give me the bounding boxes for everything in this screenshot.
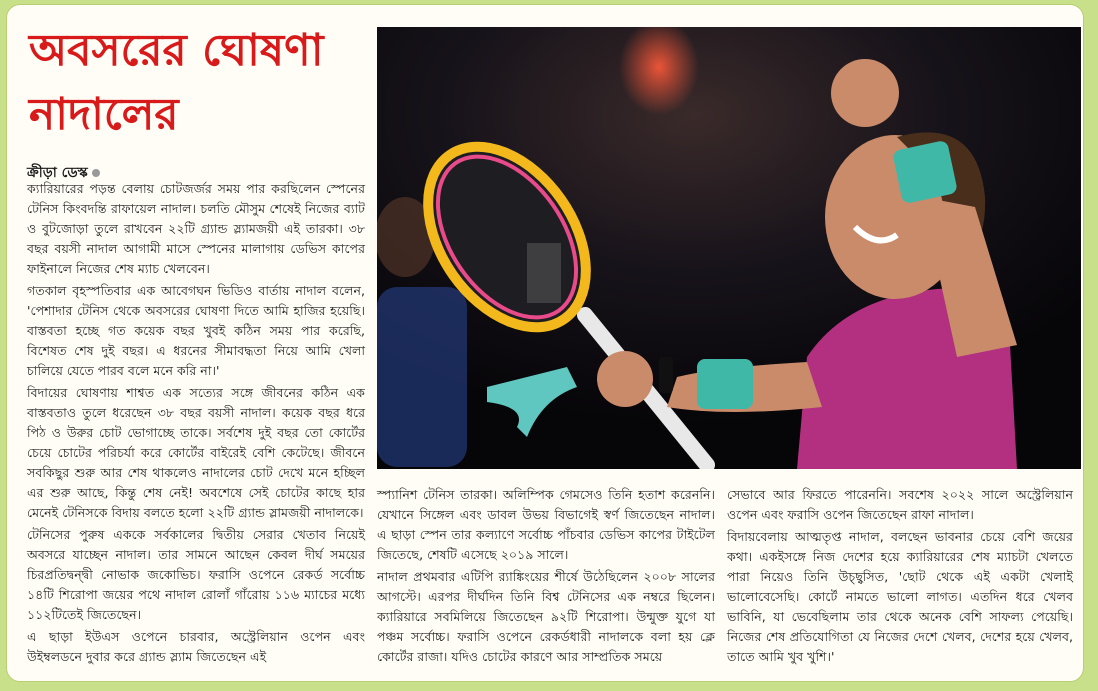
- headline: অবসরের ঘোষণা নাদালের: [29, 25, 324, 140]
- paragraph: সেভাবে আর ফিরতে পারেননি। সবশেষ ২০২২ সালে অস্ট্রেলিয়ান ওপেন এবং ফরাসি ওপেন জিতেছেন রাফা নাদাল।: [727, 487, 1073, 522]
- player-fist-left: [597, 351, 653, 407]
- paragraph: ক্যারিয়ারের পড়ন্ত বেলায় চোটজর্জর সময় পার করছিলেন স্পেনের টেনিস কিংবদন্তি রাফায়েল নাদাল। চলতি মৌসুম শেষেই নিজের ব্যাট ও বুটজোড়া তুলে রাখবেন ২২টি গ্র্যান্ড স্ল্যামজয়ী এই তারকা। ৩৮ বছর বয়সী নাদাল আগামী মাসে স্পেনের মালাগায় ডেভিস কাপের ফাইনালে নিজের শেষ ম্যাচ খেলবেন।: [27, 181, 365, 276]
- article-column-1: [27, 179, 365, 669]
- article-column-3: [727, 485, 1073, 669]
- spectator-body: [377, 287, 467, 467]
- article-column-2: [377, 485, 715, 669]
- paragraph: নাদাল প্রথমবার এটিপি র‍্যাঙ্কিংয়ের শীর্ষে উঠেছিলেন ২০০৮ সালের আগস্টে। এরপর দীর্ঘদিন তিনি বিশ্ব টেনিসের এক নম্বরে ছিলেন। ক্যারিয়ারে সবমিলিয়ে জিতেছেন ৯২টি শিরোপা। উন্মুক্ত যুগে যা পঞ্চম সর্বোচ্চ। ফরাসি ওপেনে রেকর্ডধারী নাদালকে বলা হয় ক্লে কোর্টের রাজা। যদিও চোটের কারণে আর সাম্প্রতিক সময়ে: [377, 569, 715, 664]
- paragraph: এ ছাড়া ইউএস ওপেনে চারবার, অস্ট্রেলিয়ান ওপেন এবং উইম্বলডনে দুবার করে গ্র্যান্ড স্ল্যাম জিতেছেন এই: [27, 629, 365, 664]
- bullet-icon: [92, 169, 100, 177]
- watch-icon: [659, 357, 673, 393]
- tennis-player-celebration-photo: [377, 27, 1081, 469]
- wristband-right-icon: [892, 140, 958, 204]
- byline-text: ক্রীড়া ডেস্ক: [27, 165, 88, 181]
- paragraph: বিদায়ের ঘোষণায় শাশ্বত এক সত্যের সঙ্গে জীবনের কঠিন এক বাস্তবতাও তুলে ধরেছেন ৩৮ বছর বয়সী নাদাল। কয়েক বছর ধরে পিঠ ও উরুর চোট ভোগাচ্ছে তাকে। সর্বশেষ দুই বছর তো কোর্টের চেয়ে চোটের পরিচর্যা করে কোর্টের বাইরেই বেশি কেটেছে। জীবনে সবকিছুর শুরু আর শেষ থাকলেও নাদালের চোট দেখে মনে হচ্ছিল এর শুরু আছে, কিন্তু শেষ নেই! অবশেষে সেই চোটের কাছে হার মেনেই টেনিসকে বিদায় বলতে হলো ২২টি গ্র্যান্ড স্লামজয়ী নাদালকে।: [27, 385, 365, 520]
- wristband-left-icon: [697, 359, 753, 409]
- article-card: [6, 4, 1084, 682]
- paragraph: বিদায়বেলায় আত্মতৃপ্ত নাদাল, বলছেন ভাবনার চেয়ে বেশি জয়ের কথা। একইসঙ্গে নিজ দেশের হয়ে ক্যারিয়ারের শেষ ম্যাচটা খেলতে পারা নিয়েও তিনি উচ্ছ্বসিত, 'ছোট থেকে এই একটা খেলাই ভালোবেসেছি। কোর্টে নামতে ভালো লাগত। এতদিন ধরে খেলব ভাবিনি, যা ভেবেছিলাম তার থেকে অনেক বেশি সাফল্য পেয়েছি। নিজের শেষ প্রতিযোগিতা যে নিজের দেশে খেলব, দেশের হয়ে খেলব, তাতে আমি খুব খুশি।': [727, 529, 1073, 664]
- paragraph: টেনিসের পুরুষ এককে সর্বকালের দ্বিতীয় সেরার খেতাব নিয়েই অবসরে যাচ্ছেন নাদাল। তার সামনে আছেন কেবল দীর্ঘ সময়ের চিরপ্রতিদ্বন্দ্বী নোভাক জকোভিচ। ফরাসি ওপেনে রেকর্ড সর্বোচ্চ ১৪টি শিরোপা জয়ের পথে নাদাল রোলাঁ গাঁরোয় ১১৬ ম্যাচের মধ্যে ১১২টিতেই জিতেছেন।: [27, 527, 365, 622]
- player-fist-right: [831, 59, 899, 127]
- paragraph: স্প্যানিশ টেনিস তারকা। অলিম্পিক গেমসেও তিনি হতাশ করেননি। যেখানে সিঙ্গেল এবং ডাবল উভয় বিভাগেই স্বর্ণ জিতেছেন নাদাল। এ ছাড়া স্পেন তার কল্যাণে সর্বোচ্চ পাঁচবার ডেভিস কাপের টাইটেল জিতেছে, শেষটি এসেছে ২০১৯ সালে।: [377, 487, 715, 562]
- paragraph: গতকাল বৃহস্পতিবার এক আবেগঘন ভিডিও বার্তায় নাদাল বলেন, 'পেশাদার টেনিস থেকে অবসরের ঘোষণা দিতে আমি হাজির হয়েছি। বাস্তবতা হচ্ছে গত কয়েক বছর খুবই কঠিন সময় পার করেছি, বিশেষত শেষ দুই বছর। এ ধরনের সীমাবদ্ধতা নিয়ে আমি খেলা চালিয়ে যেতে পারব বলে মনে করি না।': [27, 283, 365, 378]
